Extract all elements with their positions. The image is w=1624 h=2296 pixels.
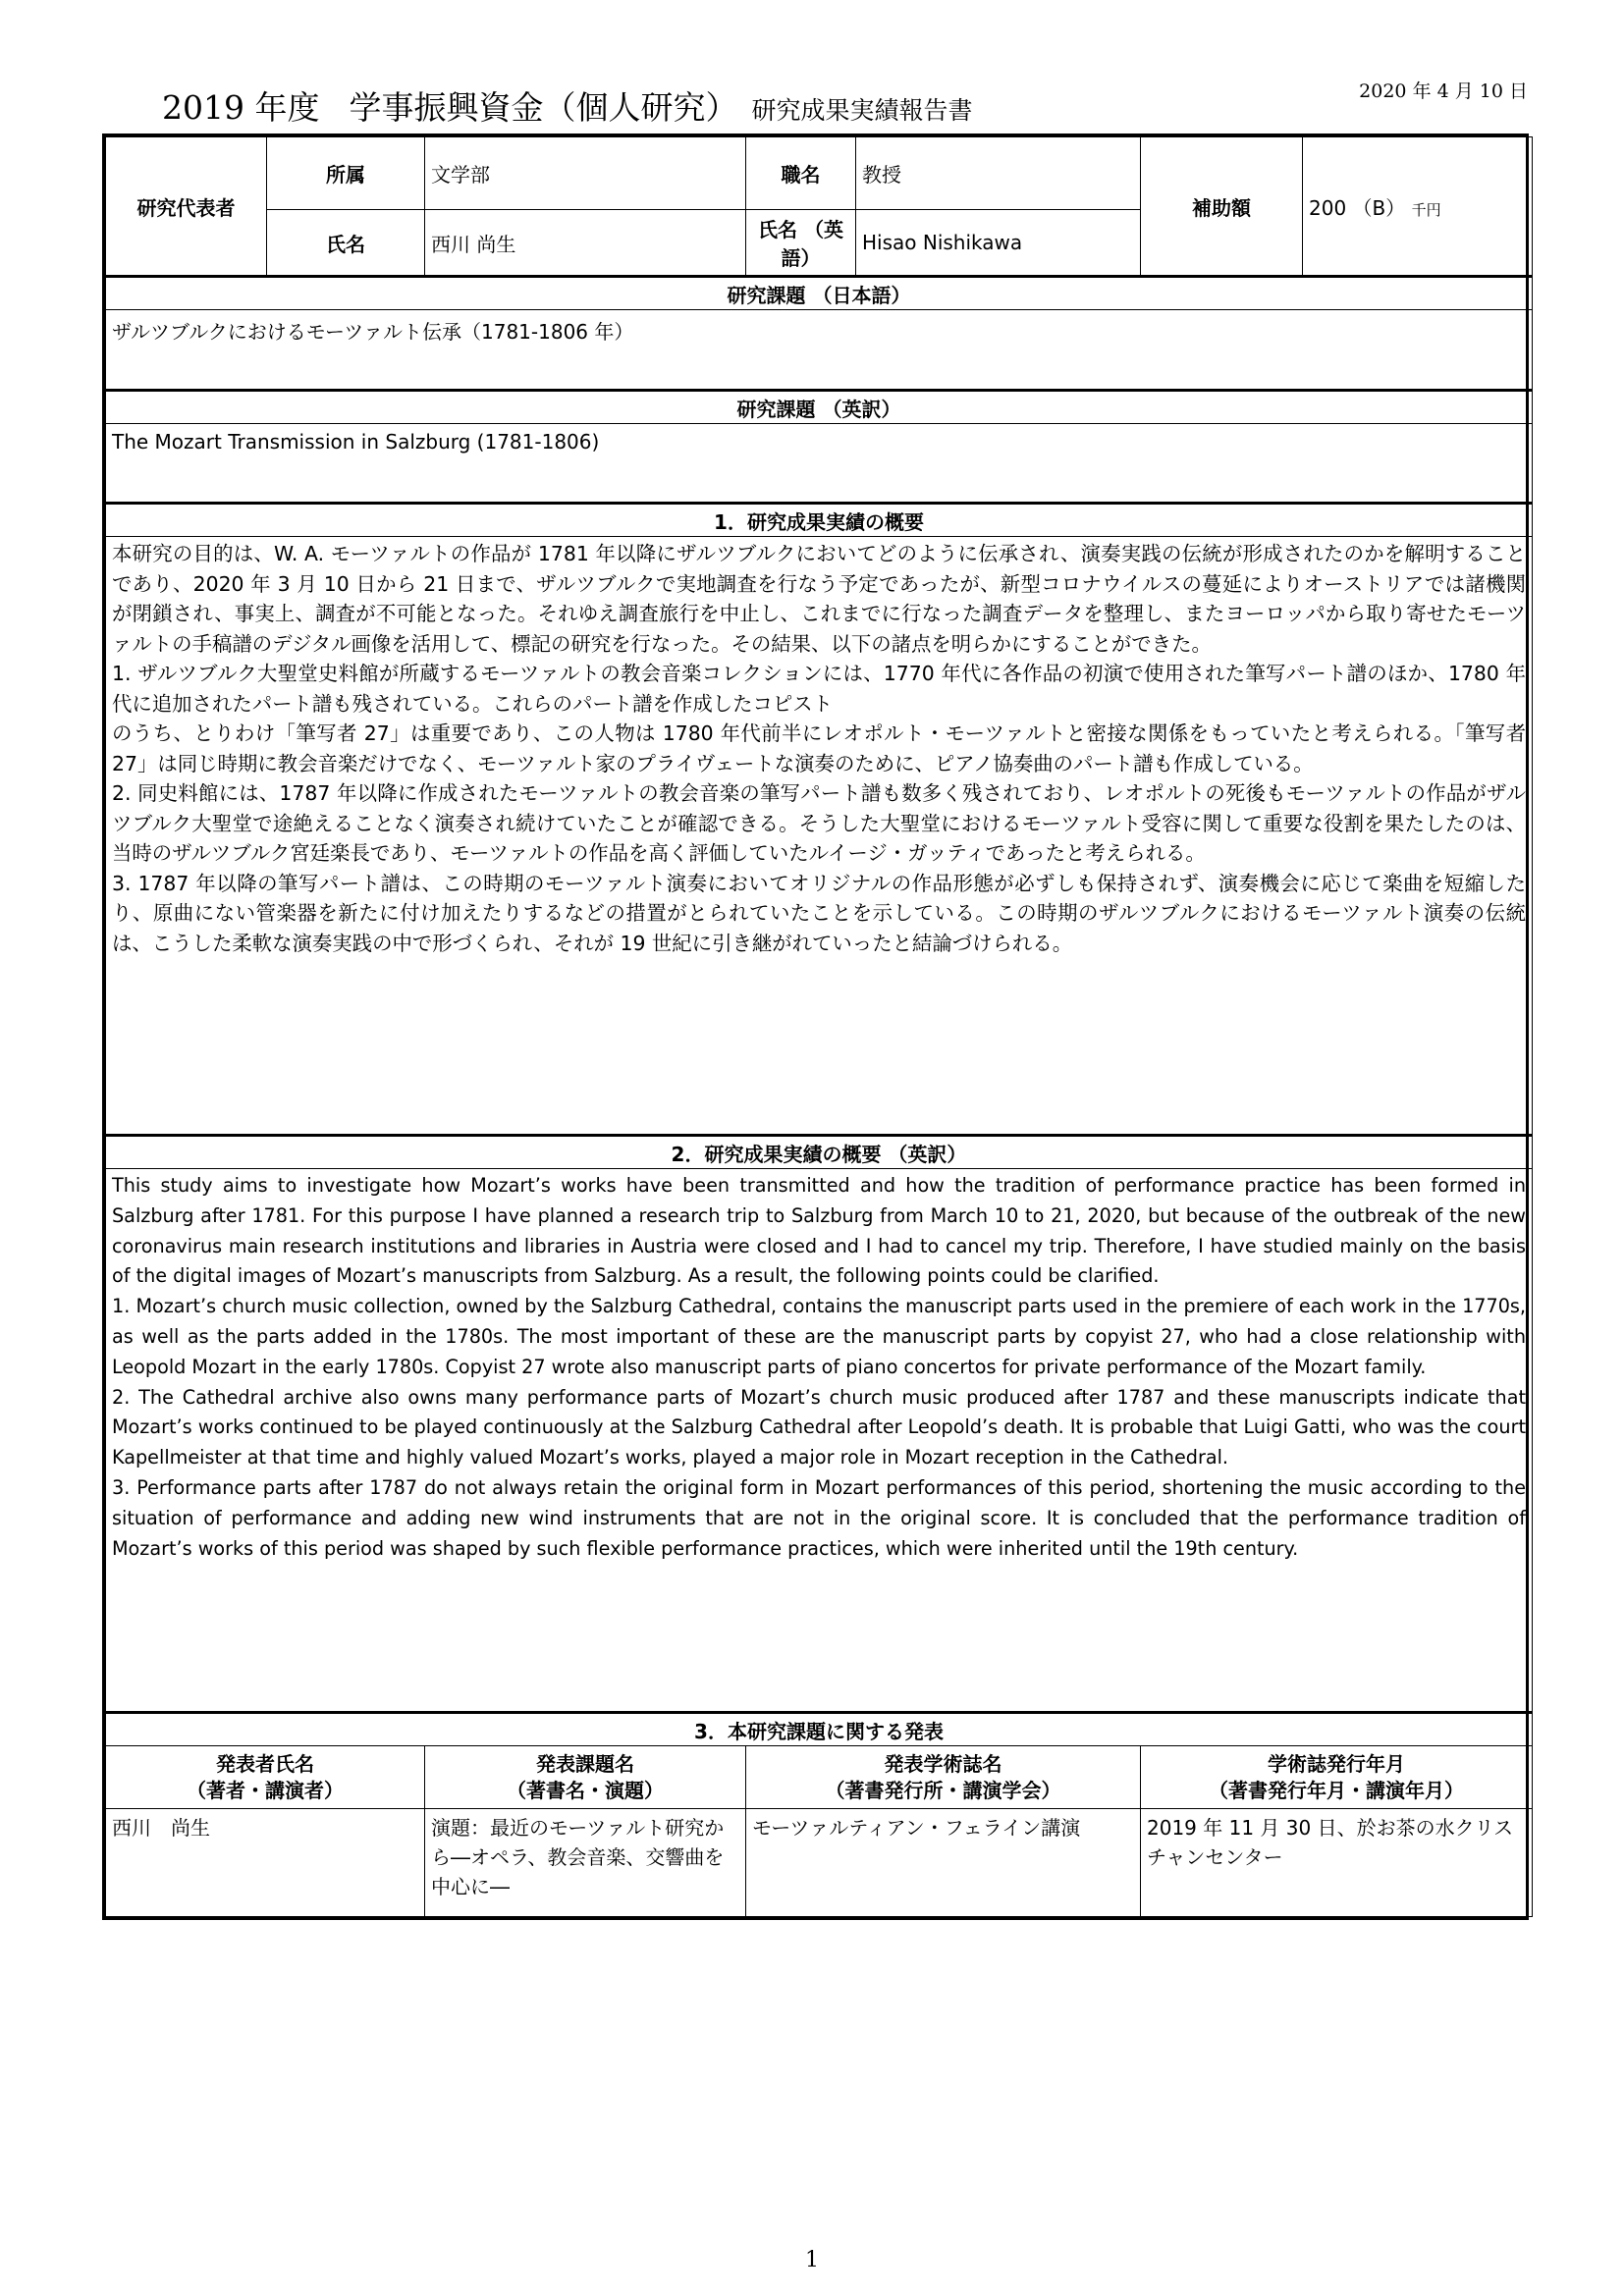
publications-heading: 3．本研究課題に関する発表 — [106, 1713, 1533, 1746]
grant-label: 補助額 — [1141, 137, 1303, 277]
summary-en-paragraph: 2. The Cathedral archive also owns many performance parts of Mozart’s church music produced after 1787 and these manuscripts indicate that Mozart’s works continued to be played continuously at the Salzburg Cathedral after Leopold’s death. It is probable that Luigi Gatti, who was the court Kapellmeister at that time and highly valued Mozart’s works, played a major role in Mozart reception in the Cathedral. — [112, 1385, 1526, 1469]
name-label: 氏名 — [267, 210, 425, 277]
pub-col-date — [1141, 1746, 1533, 1809]
summary-ja-paragraph: 本研究の目的は、W. A. モーツァルトの作品が 1781 年以降にザルツブルクにおいてどのように伝承され、演奏実践の伝統が形成されたのかを解明することであり、2020 年 3 月 10 日から 21 日まで、ザルツブルクで実地調査を行なう予定であったが、新型コロナウイルスの蔓延によりオーストリアでは諸機関が閉鎖され、事実上、調査が不可能となった。それゆえ調査旅行を中止し、これまでに行なった調査データを整理し、またヨーロッパから取り寄せたモーツァルトの手稿譜のデジタル画像を活用して、標記の研究を行なった。その結果、以下の諸点を明らかにすることができた。 — [112, 542, 1526, 656]
report-date: 2020 年 4 月 10 日 — [1359, 80, 1528, 102]
affiliation-value: 文学部 — [425, 137, 746, 210]
topic-ja-text: ザルツブルクにおけるモーツァルト伝承（1781-1806 年） — [106, 310, 1533, 391]
summary-ja-paragraph: 2. 同史料館には、1787 年以降に作成されたモーツァルトの教会音楽の筆写パート譜も数多く残されており、レオポルトの死後もモーツァルトの作品がザルツブルク大聖堂で途絶えることなく演奏され続けていたことが確認できる。そうした大聖堂におけるモーツァルト受容に関して重要な役割を果たしたのは、当時のザルツブルク宮廷楽長であり、モーツァルトの作品を高く評価していたルイージ・ガッティであったと考えられる。 — [112, 781, 1526, 865]
report-form — [102, 133, 1529, 1920]
pub-venue: モーツァルティアン・フェライン講演 — [746, 1809, 1141, 1917]
pub-col-title-line2: （著書名・演題） — [507, 1778, 664, 1802]
name-en-value: Hisao Nishikawa — [856, 210, 1141, 277]
summary-en-heading: 2．研究成果実績の概要 （英訳） — [106, 1136, 1533, 1169]
position-value: 教授 — [856, 137, 1141, 210]
table-row — [106, 1809, 1533, 1917]
summary-en-paragraph: 1. Mozart’s church music collection, owned by the Salzburg Cathedral, contains the manuscript parts used in the premiere of each work in the 1770s, as well as the parts added in the 1780s. The most important of these are the manuscript parts by copyist 27, who had a close relationship with Leopold Mozart in the early 1780s. Copyist 27 wrote also manuscript parts of piano concertos for private performance of the Mozart family. — [112, 1295, 1526, 1378]
summary-en-body — [106, 1169, 1533, 1713]
pub-col-title-line1: 発表課題名 — [536, 1751, 634, 1776]
pub-title: 演題：最近のモーツァルト研究から―オペラ、教会音楽、交響曲を中心に― — [425, 1809, 746, 1917]
topic-en-heading: 研究課題 （英訳） — [106, 391, 1533, 424]
title-sub: 研究成果実績報告書 — [751, 96, 973, 125]
grant-amount — [1303, 137, 1533, 277]
pub-col-title — [425, 1746, 746, 1809]
pub-date: 2019 年 11 月 30 日、於お茶の水クリスチャンセンター — [1141, 1809, 1533, 1917]
grant-value: 200 （B） — [1309, 195, 1406, 220]
summary-ja-heading: 1．研究成果実績の概要 — [106, 504, 1533, 537]
pub-col-author — [106, 1746, 425, 1809]
affiliation-label: 所属 — [267, 137, 425, 210]
topic-ja-heading: 研究課題 （日本語） — [106, 277, 1533, 310]
pub-col-venue — [746, 1746, 1141, 1809]
document-title — [162, 82, 973, 129]
representative-label: 研究代表者 — [106, 137, 267, 277]
summary-ja-paragraph: 1. ザルツブルク大聖堂史料館が所蔵するモーツァルトの教会音楽コレクションには、1770 年代に各作品の初演で使用された筆写パート譜のほか、1780 年代に追加されたパート譜も残されている。これらのパート譜を作成したコピスト — [112, 662, 1526, 716]
summary-ja-body — [106, 537, 1533, 1136]
grant-unit: 千円 — [1411, 200, 1441, 219]
pub-author: 西川 尚生 — [106, 1809, 425, 1917]
title-main: 学事振興資金（個人研究） — [349, 88, 738, 127]
summary-en-paragraph: This study aims to investigate how Mozart’s works have been transmitted and how the tradition of performance practice has been formed in Salzburg after 1781. For this purpose I have planned a research trip to Salzburg from March 10 to 21, 2020, but because of the outbreak of the new coronavirus main research institutions and libraries in Austria were closed and I had to cancel my trip. Therefore, I have studied mainly on the basis of the digital images of Mozart’s manuscripts from Salzburg. As a result, the following points could be clarified. — [112, 1174, 1526, 1288]
pub-col-venue-line2: （著書発行所・講演学会） — [825, 1778, 1061, 1802]
report-table — [105, 136, 1533, 1917]
title-year: 2019 年度 — [162, 88, 320, 127]
pub-col-date-line2: （著書発行年月・講演年月） — [1209, 1778, 1464, 1802]
name-en-label: 氏名 （英語） — [746, 210, 856, 277]
pub-col-date-line1: 学術誌発行年月 — [1268, 1751, 1405, 1776]
summary-en-paragraph: 3. Performance parts after 1787 do not always retain the original form in Mozart performances of this period, shortening the music according to the situation of performance and adding new wind instruments that are not in the original score. It is concluded that the performance tradition of Mozart’s works of this period was shaped by such flexible performance practices, which were inherited until the 19th century. — [112, 1475, 1526, 1560]
name-value: 西川 尚生 — [425, 210, 746, 277]
pub-col-author-line2: （著者・講演者） — [187, 1778, 344, 1802]
pub-col-venue-line1: 発表学術誌名 — [884, 1751, 1002, 1776]
page-number: 1 — [805, 2248, 819, 2272]
topic-en-text: The Mozart Transmission in Salzburg (1781-1806) — [106, 424, 1533, 504]
pub-col-author-line1: 発表者氏名 — [216, 1751, 314, 1776]
position-label: 職名 — [746, 137, 856, 210]
summary-ja-paragraph: 3. 1787 年以降の筆写パート譜は、この時期のモーツァルト演奏においてオリジナルの作品形態が必ずしも保持されず、演奏機会に応じて楽曲を短縮したり、原曲にない管楽器を新たに付け加えたりするなどの措置がとられていたことを示している。この時期のザルツブルクにおけるモーツァルト演奏の伝統は、こうした柔軟な演奏実践の中で形づくられ、それが 19 世紀に引き継がれていったと結論づけられる。 — [112, 871, 1526, 955]
summary-ja-paragraph: のうち、とりわけ「筆写者 27」は重要であり、この人物は 1780 年代前半にレオポルト・モーツァルトと密接な関係をもっていたと考えられる。「筆写者 27」は同じ時期に教会音楽だけでなく、モーツァルト家のプライヴェートな演奏のために、ピアノ協奏曲のパート譜も作成している。 — [112, 721, 1526, 775]
